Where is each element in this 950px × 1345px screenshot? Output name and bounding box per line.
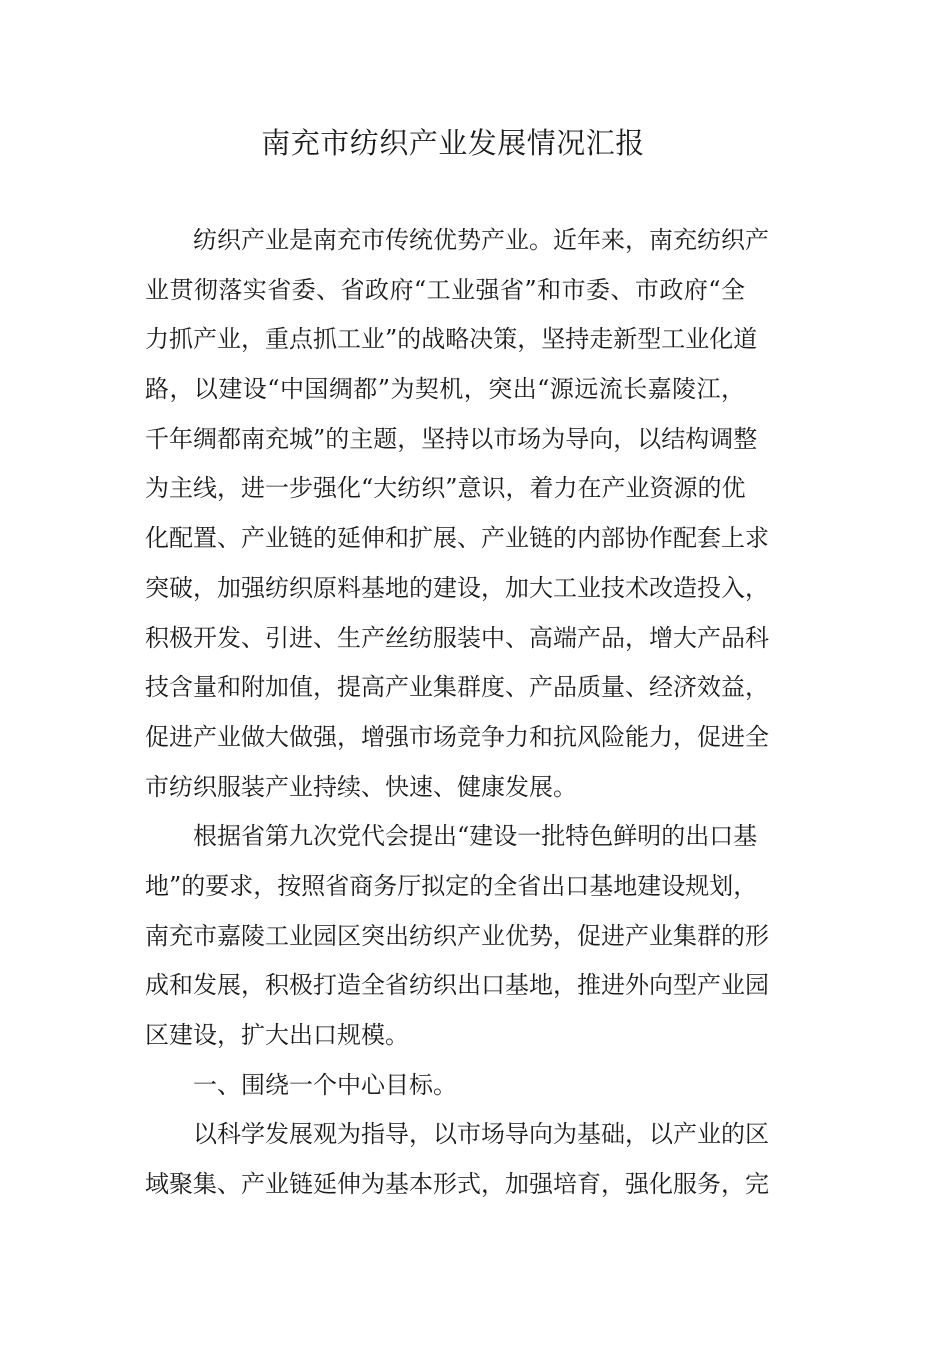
text-line: 为主线，进一步强化“大纺织”意识，着力在产业资源的优 bbox=[145, 474, 746, 503]
text-line: 技含量和附加值，提高产业集群度、产品质量、经济效益， bbox=[145, 673, 769, 702]
text-line: 区建设，扩大出口规模。 bbox=[145, 1021, 409, 1049]
text-line: 千年绸都南充城”的主题，坚持以市场为导向，以结构调整 bbox=[145, 424, 758, 453]
text-line: 路，以建设“中国绸都”为契机，突出“源远流长嘉陵江， bbox=[145, 375, 745, 404]
text-line: 域聚集、产业链延伸为基本形式，加强培育，强化服务，完 bbox=[145, 1170, 769, 1199]
text-line: 力抓产业，重点抓工业”的战略决策，坚持走新型工业化道 bbox=[145, 325, 758, 354]
text-line: 根据省第九次党代会提出“建设一批特色鲜明的出口基 bbox=[193, 822, 758, 851]
text-line: 成和发展，积极打造全省纺织出口基地，推进外向型产业园 bbox=[145, 971, 769, 1000]
text-line: 积极开发、引进、生产丝纺服装中、高端产品，增大产品科 bbox=[145, 623, 769, 652]
text-line: 化配置、产业链的延伸和扩展、产业链的内部协作配套上求 bbox=[145, 524, 769, 553]
document-body bbox=[145, 216, 769, 1210]
text-line: 市纺织服装产业持续、快速、健康发展。 bbox=[145, 772, 577, 801]
text-line: 业贯彻落实省委、省政府“工业强省”和市委、市政府“全 bbox=[145, 275, 745, 304]
document-title: 南充市纺织产业发展情况汇报 bbox=[261, 126, 645, 160]
text-line: 突破，加强纺织原料基地的建设，加大工业技术改造投入， bbox=[145, 573, 769, 602]
text-line: 一、围绕一个中心目标。 bbox=[193, 1070, 457, 1099]
text-line: 促进产业做大做强，增强市场竞争力和抗风险能力，促进全 bbox=[145, 722, 769, 751]
text-line: 以科学发展观为指导，以市场导向为基础，以产业的区 bbox=[193, 1120, 769, 1149]
text-line: 南充市嘉陵工业园区突出纺织产业优势，促进产业集群的形 bbox=[145, 921, 769, 950]
text-line: 地”的要求，按照省商务厅拟定的全省出口基地建设规划， bbox=[145, 871, 758, 900]
text-line: 纺织产业是南充市传统优势产业。近年来，南充纺织产 bbox=[193, 226, 769, 254]
